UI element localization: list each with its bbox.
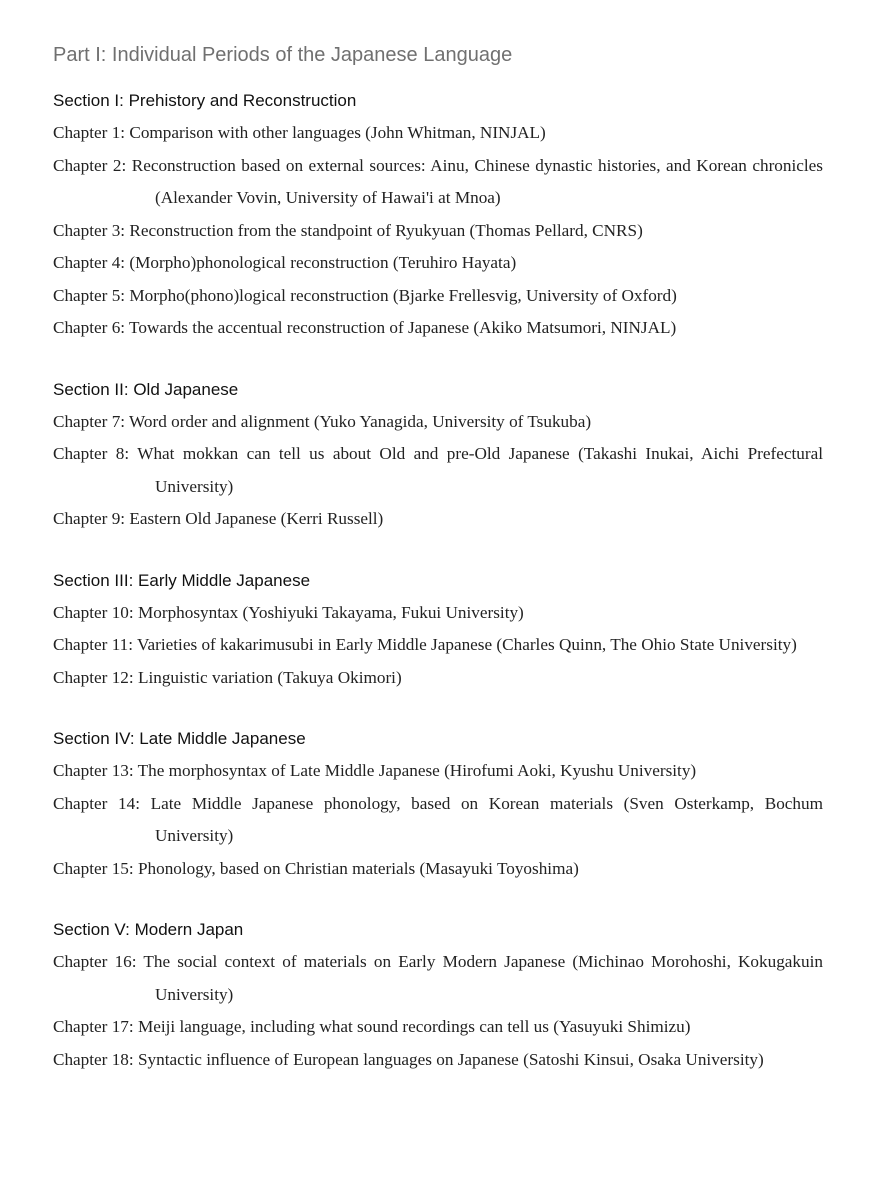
- section-title: Section III: Early Middle Japanese: [53, 570, 311, 590]
- chapter-entry: Chapter 10: Morphosyntax (Yoshiyuki Takayama, Fukui University): [53, 602, 524, 622]
- section-title: Section IV: Late Middle Japanese: [53, 729, 306, 748]
- chapter-entry: Chapter 9: Eastern Old Japanese (Kerri Russell): [53, 509, 384, 528]
- section-early-middle-japanese: [53, 568, 888, 695]
- chapter-entry: Chapter 7: Word order and alignment (Yuko Yanagida, University of Tsukuba): [53, 411, 592, 431]
- chapter-entry: Chapter 8: What mokkan can tell us about Old and pre-Old Japanese (Takashi Inukai, Aichi Prefectural University): [53, 444, 823, 496]
- chapter-entry: Chapter 1: Comparison with other languages (John Whitman, NINJAL): [53, 123, 546, 142]
- section-title: Section I: Prehistory and Reconstruction: [53, 91, 357, 110]
- section-modern-japan: [53, 917, 888, 1076]
- chapter-entry: Chapter 6: Towards the accentual reconstruction of Japanese (Akiko Matsumori, NINJAL): [53, 318, 677, 337]
- part-title: Part I: Individual Periods of the Japanese Language: [53, 44, 513, 66]
- section-old-japanese: [53, 377, 888, 536]
- section-late-middle-japanese: [53, 726, 888, 885]
- chapter-entry: Chapter 17: Meiji language, including what sound recordings can tell us (Yasuyuki Shimizu): [53, 1017, 691, 1036]
- section-title: Section II: Old Japanese: [53, 379, 239, 399]
- chapter-entry: Chapter 15: Phonology, based on Christian materials (Masayuki Toyoshima): [53, 858, 579, 878]
- chapter-entry: Chapter 14: Late Middle Japanese phonology, based on Korean materials (Sven Osterkamp, Bochum University): [53, 793, 823, 845]
- chapter-entry: Chapter 13: The morphosyntax of Late Middle Japanese (Hirofumi Aoki, Kyushu University): [53, 761, 697, 780]
- chapter-entry: Chapter 2: Reconstruction based on external sources: Ainu, Chinese dynastic histories, and Korean chronicles (Alexander Vovin, University of Hawai'i at Mnoa): [53, 155, 823, 207]
- chapter-entry: Chapter 18: Syntactic influence of European languages on Japanese (Satoshi Kinsui, Osaka University): [53, 1049, 764, 1069]
- chapter-entry: Chapter 3: Reconstruction from the standpoint of Ryukyuan (Thomas Pellard, CNRS): [53, 220, 643, 240]
- section-title: Section V: Modern Japan: [53, 920, 244, 939]
- chapter-entry: Chapter 16: The social context of materials on Early Modern Japanese (Michinao Morohoshi, Kokugakuin University): [53, 952, 823, 1004]
- chapter-entry: Chapter 4: (Morpho)phonological reconstruction (Teruhiro Hayata): [53, 253, 517, 272]
- chapter-entry: Chapter 11: Varieties of kakarimusubi in Early Middle Japanese (Charles Quinn, The Ohio State University): [53, 635, 797, 654]
- chapter-entry: Chapter 12: Linguistic variation (Takuya Okimori): [53, 667, 402, 687]
- chapter-entry: Chapter 5: Morpho(phono)logical reconstruction (Bjarke Frellesvig, University of Oxford): [53, 285, 677, 305]
- section-prehistory: [53, 88, 888, 345]
